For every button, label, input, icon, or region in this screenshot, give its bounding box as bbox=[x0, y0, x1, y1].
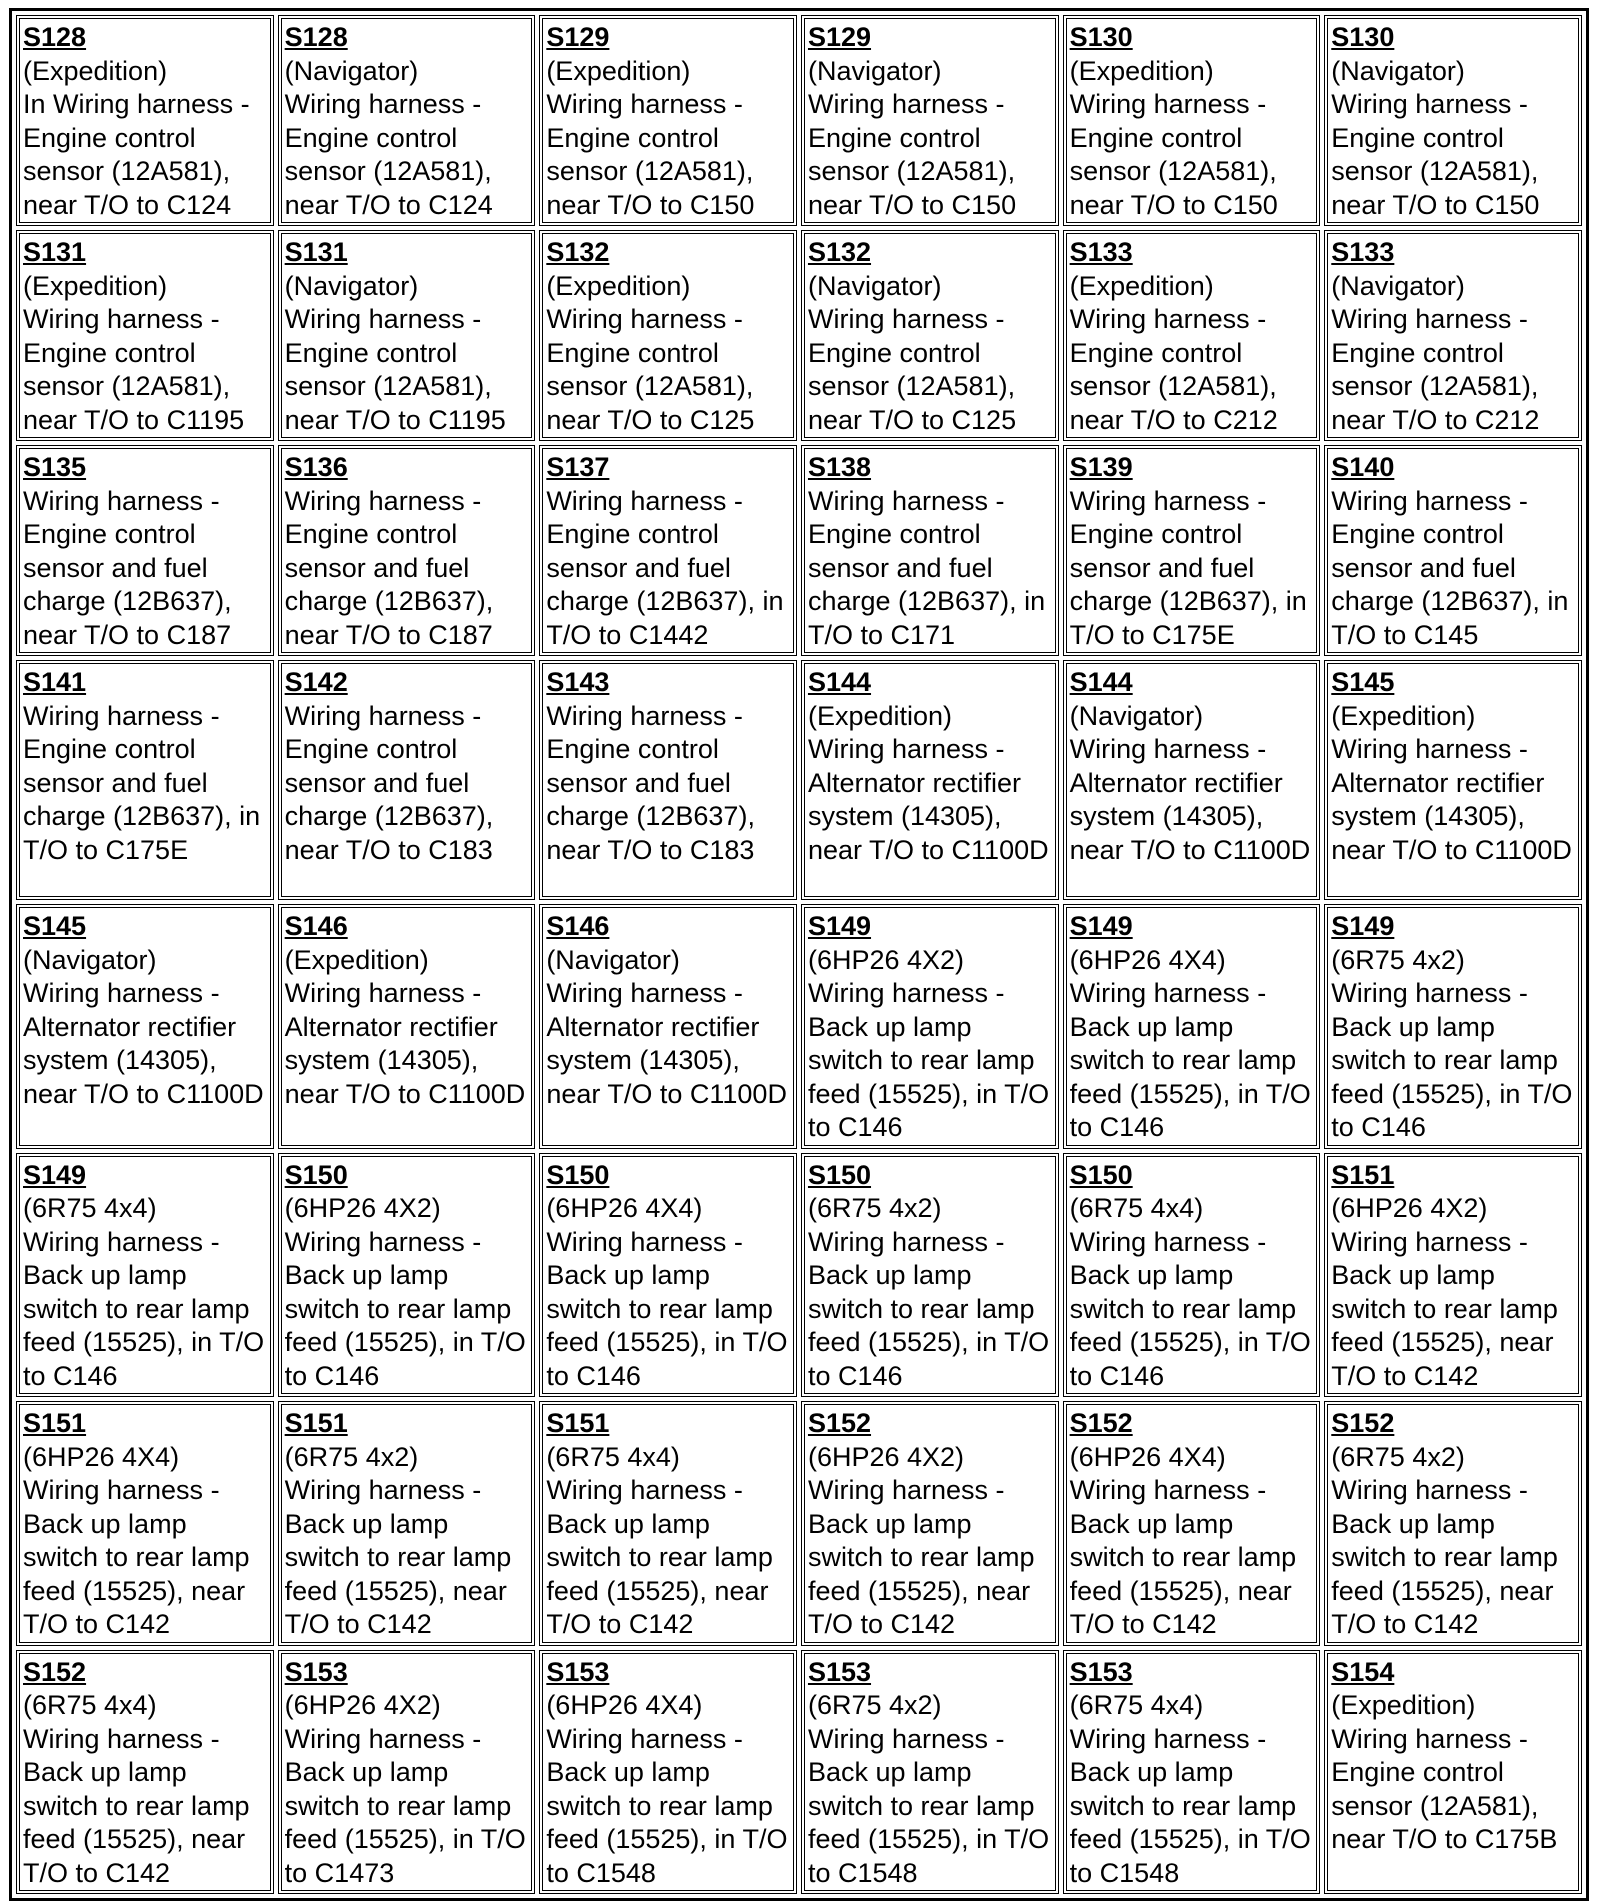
vehicle-variant: (6R75 4x2) bbox=[284, 1441, 419, 1472]
splice-description: Wiring harness - Back up lamp switch to rear lamp feed (15525), near T/O to C142 bbox=[1331, 1226, 1558, 1391]
splice-description: Wiring harness - Engine control sensor (12A581), near T/O to C1195 bbox=[23, 304, 245, 435]
splice-cell bbox=[1324, 1401, 1582, 1646]
splice-id-link[interactable]: S144 bbox=[1069, 667, 1133, 697]
vehicle-variant: (6HP26 4X2) bbox=[807, 1441, 965, 1472]
splice-id-link[interactable]: S142 bbox=[284, 667, 348, 697]
vehicle-variant: (Navigator) bbox=[284, 270, 419, 301]
vehicle-variant: (6R75 4x4) bbox=[546, 1441, 680, 1472]
splice-id-link[interactable]: S132 bbox=[546, 237, 610, 267]
splice-cell bbox=[539, 1650, 797, 1895]
splice-description: Wiring harness - Back up lamp switch to rear lamp feed (15525), in T/O to C1548 bbox=[1069, 1723, 1311, 1888]
splice-description: Wiring harness - Engine control sensor and fuel charge (12B637), in T/O to C145 bbox=[1331, 485, 1569, 650]
splice-description: Wiring harness - Engine control sensor (12A581), near T/O to C212 bbox=[1331, 304, 1540, 435]
vehicle-variant: (Expedition) bbox=[1331, 1690, 1476, 1720]
table-row bbox=[16, 660, 1582, 900]
splice-description: Wiring harness - Engine control sensor (12A581), near T/O to C150 bbox=[1331, 89, 1540, 220]
vehicle-variant: (6R75 4x2) bbox=[1331, 944, 1465, 975]
splice-id-link[interactable]: S136 bbox=[284, 452, 348, 482]
vehicle-variant: (Expedition) bbox=[807, 700, 953, 731]
splice-id-link[interactable]: S149 bbox=[1069, 911, 1133, 941]
splice-description: Wiring harness - Engine control sensor and fuel charge (12B637), near T/O to C183 bbox=[546, 700, 755, 865]
splice-cell bbox=[539, 1153, 797, 1398]
splice-description: Wiring harness - Engine control sensor (12A581), near T/O to C175B bbox=[1331, 1723, 1558, 1854]
splice-id-link[interactable]: S153 bbox=[284, 1656, 348, 1687]
vehicle-variant: (6R75 4x4) bbox=[23, 1193, 157, 1223]
splice-description: Wiring harness - Engine control sensor (12A581), near T/O to C150 bbox=[1069, 89, 1278, 220]
splice-cell bbox=[278, 15, 536, 226]
vehicle-variant: (Expedition) bbox=[1069, 55, 1214, 86]
splice-cell bbox=[1324, 230, 1582, 441]
splice-id-link[interactable]: S154 bbox=[1331, 1656, 1395, 1687]
splice-id-link[interactable]: S149 bbox=[807, 911, 872, 941]
splice-cell bbox=[16, 1650, 274, 1895]
splice-description: Wiring harness - Back up lamp switch to rear lamp feed (15525), in T/O to C146 bbox=[1069, 1226, 1311, 1391]
splice-description: Wiring harness - Back up lamp switch to rear lamp feed (15525), in T/O to C146 bbox=[546, 1226, 788, 1391]
splice-id-link[interactable]: S130 bbox=[1069, 22, 1133, 52]
splice-cell bbox=[278, 1153, 536, 1398]
splice-description: Wiring harness - Engine control sensor and fuel charge (12B637), near T/O to C187 bbox=[284, 485, 494, 650]
splice-cell bbox=[16, 904, 274, 1149]
splice-cell bbox=[16, 1153, 274, 1398]
splice-id-link[interactable]: S145 bbox=[1331, 667, 1395, 697]
splice-cell bbox=[1063, 15, 1321, 226]
splice-description: Wiring harness - Back up lamp switch to rear lamp feed (15525), near T/O to C142 bbox=[23, 1475, 250, 1639]
splice-id-link[interactable]: S149 bbox=[1331, 911, 1395, 941]
splice-cell bbox=[801, 1153, 1059, 1398]
splice-cell bbox=[801, 660, 1059, 900]
splice-id-link[interactable]: S140 bbox=[1331, 452, 1395, 482]
splice-id-link[interactable]: S137 bbox=[546, 452, 610, 482]
splice-id-link[interactable]: S153 bbox=[546, 1656, 610, 1687]
splice-cell bbox=[539, 230, 797, 441]
splice-description: Wiring harness - Engine control sensor (12A581), near T/O to C1195 bbox=[284, 304, 506, 435]
splice-cell bbox=[1063, 904, 1321, 1149]
splice-description: Wiring harness - Back up lamp switch to rear lamp feed (15525), near T/O to C142 bbox=[1331, 1475, 1558, 1639]
splice-cell bbox=[1324, 445, 1582, 656]
splice-description: Wiring harness - Alternator rectifier system (14305), near T/O to C1100D bbox=[284, 978, 526, 1109]
splice-id-link[interactable]: S151 bbox=[546, 1408, 610, 1438]
vehicle-variant: (Expedition) bbox=[546, 55, 691, 86]
splice-id-link[interactable]: S145 bbox=[23, 911, 87, 941]
splice-cell bbox=[1063, 660, 1321, 900]
vehicle-variant: (Expedition) bbox=[23, 270, 168, 301]
vehicle-variant: (6HP26 4X4) bbox=[23, 1441, 180, 1472]
splice-description: Wiring harness - Alternator rectifier system (14305), near T/O to C1100D bbox=[546, 978, 787, 1109]
splice-cell bbox=[801, 230, 1059, 441]
table-row bbox=[16, 1650, 1582, 1895]
table-row bbox=[16, 15, 1582, 226]
splice-id-link[interactable]: S131 bbox=[284, 237, 348, 267]
splice-cell bbox=[1324, 1650, 1582, 1895]
splice-id-link[interactable]: S146 bbox=[284, 911, 348, 941]
splice-id-link[interactable]: S128 bbox=[23, 22, 87, 52]
splice-description: Wiring harness - Engine control sensor and fuel charge (12B637), near T/O to C187 bbox=[23, 485, 232, 650]
splice-description: Wiring harness - Back up lamp switch to rear lamp feed (15525), in T/O to C1548 bbox=[807, 1723, 1050, 1888]
splice-description: Wiring harness - Back up lamp switch to rear lamp feed (15525), near T/O to C142 bbox=[807, 1475, 1035, 1639]
splice-cell bbox=[16, 230, 274, 441]
splice-cell bbox=[16, 15, 274, 226]
splice-id-link[interactable]: S152 bbox=[23, 1656, 87, 1687]
table-row bbox=[16, 1401, 1582, 1646]
splice-cell bbox=[1063, 1401, 1321, 1646]
splice-id-link[interactable]: S150 bbox=[284, 1159, 348, 1190]
splice-description: Wiring harness - Alternator rectifier system (14305), near T/O to C1100D bbox=[23, 978, 264, 1109]
splice-description: Wiring harness - Engine control sensor (12A581), near T/O to C124 bbox=[284, 89, 493, 220]
splice-id-link[interactable]: S143 bbox=[546, 667, 610, 697]
splice-description: Wiring harness - Back up lamp switch to rear lamp feed (15525), in T/O to C146 bbox=[807, 978, 1050, 1142]
vehicle-variant: (Navigator) bbox=[1331, 270, 1465, 301]
splice-id-link[interactable]: S152 bbox=[1069, 1408, 1133, 1438]
splice-description: Wiring harness - Back up lamp switch to rear lamp feed (15525), in T/O to C1473 bbox=[284, 1723, 526, 1888]
splice-cell bbox=[1063, 1650, 1321, 1895]
splice-id-link[interactable]: S139 bbox=[1069, 452, 1133, 482]
splice-cell bbox=[801, 1650, 1059, 1895]
splice-description: Wiring harness - Engine control sensor and fuel charge (12B637), in T/O to C175E bbox=[1069, 485, 1307, 650]
splice-id-link[interactable]: S129 bbox=[546, 22, 610, 52]
vehicle-variant: (6HP26 4X4) bbox=[546, 1690, 703, 1720]
splice-description: Wiring harness - Engine control sensor and fuel charge (12B637), near T/O to C183 bbox=[284, 700, 494, 865]
vehicle-variant: (6HP26 4X4) bbox=[546, 1193, 703, 1223]
splice-id-link[interactable]: S141 bbox=[23, 667, 87, 697]
vehicle-variant: (Navigator) bbox=[23, 944, 157, 975]
splice-id-link[interactable]: S135 bbox=[23, 452, 87, 482]
splice-cell bbox=[539, 15, 797, 226]
splice-cell bbox=[1063, 230, 1321, 441]
splice-id-link[interactable]: S151 bbox=[23, 1408, 87, 1438]
vehicle-variant: (Navigator) bbox=[546, 944, 680, 975]
vehicle-variant: (Navigator) bbox=[807, 270, 942, 301]
splice-description: Wiring harness - Alternator rectifier system (14305), near T/O to C1100D bbox=[807, 734, 1049, 865]
splice-cell bbox=[1324, 15, 1582, 226]
vehicle-variant: (6HP26 4X2) bbox=[284, 1193, 441, 1223]
splice-cell bbox=[801, 904, 1059, 1149]
splice-cell bbox=[1063, 445, 1321, 656]
splice-id-link[interactable]: S151 bbox=[1331, 1159, 1395, 1190]
splice-cell bbox=[1063, 1153, 1321, 1398]
vehicle-variant: (6R75 4x4) bbox=[23, 1690, 157, 1720]
splice-description: Wiring harness - Engine control sensor and fuel charge (12B637), in T/O to C175E bbox=[23, 700, 261, 865]
vehicle-variant: (6R75 4x2) bbox=[1331, 1441, 1465, 1472]
splice-description: Wiring harness - Engine control sensor (12A581), near T/O to C150 bbox=[807, 89, 1017, 220]
splice-description: Wiring harness - Engine control sensor (12A581), near T/O to C212 bbox=[1069, 304, 1278, 435]
splice-description: Wiring harness - Alternator rectifier system (14305), near T/O to C1100D bbox=[1069, 734, 1311, 865]
splice-cell bbox=[16, 660, 274, 900]
splice-id-link[interactable]: S138 bbox=[807, 452, 872, 482]
vehicle-variant: (Navigator) bbox=[1069, 700, 1204, 731]
vehicle-variant: (Navigator) bbox=[284, 55, 419, 86]
splice-id-link[interactable]: S146 bbox=[546, 911, 610, 941]
splice-description: Wiring harness - Engine control sensor and fuel charge (12B637), in T/O to C1442 bbox=[546, 485, 784, 650]
splice-description: Wiring harness - Engine control sensor (12A581), near T/O to C125 bbox=[546, 304, 755, 435]
splice-description: Wiring harness - Engine control sensor and fuel charge (12B637), in T/O to C171 bbox=[807, 485, 1046, 650]
splice-description: Wiring harness - Back up lamp switch to rear lamp feed (15525), near T/O to C142 bbox=[23, 1723, 250, 1888]
splice-cell bbox=[539, 1401, 797, 1646]
vehicle-variant: (6HP26 4X4) bbox=[1069, 1441, 1226, 1472]
splice-description: Wiring harness - Back up lamp switch to rear lamp feed (15525), in T/O to C1548 bbox=[546, 1723, 788, 1888]
vehicle-variant: (Expedition) bbox=[284, 944, 429, 975]
splice-id-link[interactable]: S132 bbox=[807, 237, 872, 267]
splice-id-link[interactable]: S131 bbox=[23, 237, 87, 267]
splice-description: Wiring harness - Back up lamp switch to rear lamp feed (15525), near T/O to C142 bbox=[546, 1475, 773, 1639]
splice-cell bbox=[801, 445, 1059, 656]
vehicle-variant: (Navigator) bbox=[1331, 55, 1465, 86]
splice-id-link[interactable]: S129 bbox=[807, 22, 872, 52]
table-row bbox=[16, 445, 1582, 656]
splice-cell bbox=[16, 1401, 274, 1646]
vehicle-variant: (6R75 4x4) bbox=[1069, 1193, 1204, 1223]
splice-description: Wiring harness - Alternator rectifier system (14305), near T/O to C1100D bbox=[1331, 734, 1572, 865]
splice-description: Wiring harness - Back up lamp switch to rear lamp feed (15525), in T/O to C146 bbox=[284, 1226, 526, 1391]
splice-id-link[interactable]: S153 bbox=[807, 1656, 872, 1687]
vehicle-variant: (6R75 4x2) bbox=[807, 1193, 942, 1223]
vehicle-variant: (6HP26 4X2) bbox=[1331, 1193, 1488, 1223]
splice-location-table bbox=[9, 8, 1589, 1901]
splice-description: In Wiring harness - Engine control sensor (12A581), near T/O to C124 bbox=[23, 89, 250, 220]
splice-id-link[interactable]: S128 bbox=[284, 22, 348, 52]
splice-id-link[interactable]: S153 bbox=[1069, 1656, 1133, 1687]
splice-cell bbox=[801, 15, 1059, 226]
splice-description: Wiring harness - Back up lamp switch to rear lamp feed (15525), in T/O to C146 bbox=[1069, 978, 1311, 1142]
splice-cell bbox=[16, 445, 274, 656]
splice-description: Wiring harness - Back up lamp switch to rear lamp feed (15525), in T/O to C146 bbox=[807, 1226, 1050, 1391]
splice-cell bbox=[1324, 904, 1582, 1149]
splice-id-link[interactable]: S133 bbox=[1331, 237, 1395, 267]
splice-id-link[interactable]: S149 bbox=[23, 1159, 87, 1190]
vehicle-variant: (Navigator) bbox=[807, 55, 942, 86]
splice-cell bbox=[1324, 660, 1582, 900]
vehicle-variant: (6R75 4x4) bbox=[1069, 1690, 1204, 1720]
splice-cell bbox=[1324, 1153, 1582, 1398]
splice-id-link[interactable]: S150 bbox=[1069, 1159, 1133, 1190]
splice-id-link[interactable]: S151 bbox=[284, 1408, 348, 1438]
splice-id-link[interactable]: S130 bbox=[1331, 22, 1395, 52]
splice-cell bbox=[278, 660, 536, 900]
splice-description: Wiring harness - Back up lamp switch to rear lamp feed (15525), in T/O to C146 bbox=[23, 1226, 265, 1391]
splice-description: Wiring harness - Back up lamp switch to rear lamp feed (15525), near T/O to C142 bbox=[1069, 1475, 1297, 1639]
splice-id-link[interactable]: S150 bbox=[546, 1159, 610, 1190]
splice-id-link[interactable]: S133 bbox=[1069, 237, 1133, 267]
vehicle-variant: (Expedition) bbox=[23, 55, 168, 86]
splice-description: Wiring harness - Engine control sensor (12A581), near T/O to C150 bbox=[546, 89, 755, 220]
splice-cell bbox=[278, 1401, 536, 1646]
splice-id-link[interactable]: S152 bbox=[1331, 1408, 1395, 1438]
splice-description: Wiring harness - Back up lamp switch to rear lamp feed (15525), in T/O to C146 bbox=[1331, 978, 1573, 1142]
splice-cell bbox=[278, 445, 536, 656]
splice-id-link[interactable]: S150 bbox=[807, 1159, 872, 1190]
splice-description: Wiring harness - Back up lamp switch to rear lamp feed (15525), near T/O to C142 bbox=[284, 1475, 512, 1639]
vehicle-variant: (6HP26 4X2) bbox=[807, 944, 965, 975]
splice-description: Wiring harness - Engine control sensor (12A581), near T/O to C125 bbox=[807, 304, 1017, 435]
vehicle-variant: (Expedition) bbox=[546, 270, 691, 301]
splice-cell bbox=[278, 1650, 536, 1895]
vehicle-variant: (6HP26 4X2) bbox=[284, 1690, 441, 1720]
splice-id-link[interactable]: S152 bbox=[807, 1408, 872, 1438]
table-body bbox=[16, 15, 1582, 1894]
splice-cell bbox=[539, 904, 797, 1149]
splice-cell bbox=[539, 660, 797, 900]
vehicle-variant: (6R75 4x2) bbox=[807, 1690, 942, 1720]
splice-cell bbox=[539, 445, 797, 656]
table-row bbox=[16, 1153, 1582, 1398]
splice-id-link[interactable]: S144 bbox=[807, 667, 872, 697]
splice-cell bbox=[278, 904, 536, 1149]
vehicle-variant: (6HP26 4X4) bbox=[1069, 944, 1226, 975]
table-row bbox=[16, 230, 1582, 441]
splice-cell bbox=[801, 1401, 1059, 1646]
splice-cell bbox=[278, 230, 536, 441]
vehicle-variant: (Expedition) bbox=[1331, 700, 1476, 731]
table-row bbox=[16, 904, 1582, 1149]
vehicle-variant: (Expedition) bbox=[1069, 270, 1214, 301]
